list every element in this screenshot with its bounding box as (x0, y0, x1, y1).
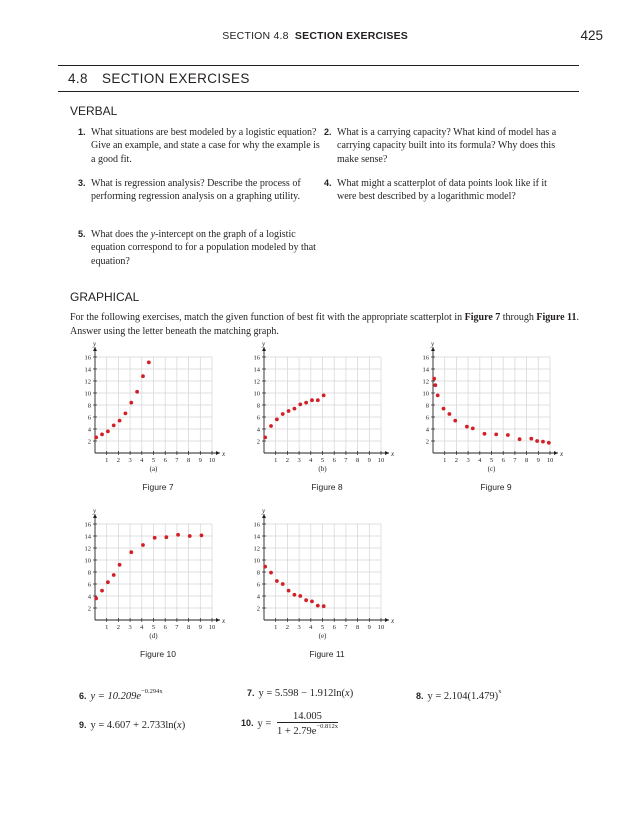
data-point (293, 593, 297, 597)
y-tick-label: 12 (253, 545, 260, 553)
data-point (432, 377, 436, 381)
function-7: 7. y = 5.598 − 1.912ln(x) (247, 688, 354, 699)
data-point (293, 407, 297, 411)
title-rule-top (58, 65, 579, 66)
section-title: 4.8 SECTION EXERCISES (68, 71, 250, 86)
data-point (298, 594, 302, 598)
x-tick-label: 5 (151, 457, 156, 464)
y-tick-label: 2 (425, 438, 429, 446)
x-tick-label: 6 (332, 624, 336, 631)
y-axis-label: y (93, 507, 97, 515)
x-tick-label: 4 (478, 457, 482, 464)
x-tick-label: 3 (297, 624, 301, 631)
y-axis-label: y (93, 340, 97, 348)
x-axis-arrow (216, 618, 220, 622)
y-tick-label: 4 (87, 426, 91, 434)
x-tick-label: 8 (186, 624, 191, 631)
question-2: 2. What is a carrying capacity? What kind of model has a carrying capacity built into its formula? Why does this make sense? (324, 127, 557, 165)
y-tick-label: 16 (84, 354, 91, 362)
data-point (118, 419, 122, 423)
x-tick-label: 8 (186, 457, 191, 464)
question-4: 4. What might a scatterplot of data points look like if it were best described by a logarithmic model? (324, 178, 547, 203)
scatterplot-b (247, 342, 407, 477)
data-point (124, 412, 128, 416)
figure-7 (78, 342, 238, 492)
data-point (447, 412, 451, 416)
y-tick-label: 16 (84, 521, 91, 529)
figure-caption: Figure 10 (140, 649, 176, 659)
data-point (506, 433, 510, 437)
data-point (147, 361, 151, 365)
graph-letter-label: (a) (149, 465, 158, 473)
grid (95, 357, 212, 453)
y-tick-label: 2 (256, 605, 260, 613)
data-point (541, 440, 545, 444)
x-tick-label: 8 (355, 457, 360, 464)
data-point (518, 437, 522, 441)
y-tick-label: 6 (425, 414, 429, 422)
data-point (118, 563, 122, 567)
y-tick-label: 4 (425, 426, 429, 434)
function-10: 10. y = $\frac{14.005}{1 + 2.79e^{-0.812x}}$ (241, 711, 338, 737)
data-point (310, 600, 314, 604)
x-axis-arrow (385, 451, 389, 455)
data-point (129, 550, 133, 554)
x-tick-label: 9 (367, 457, 371, 464)
x-tick-label: 7 (175, 457, 179, 464)
y-axis-label: y (431, 340, 435, 348)
y-tick-label: 10 (253, 557, 260, 565)
x-axis-label: x (391, 450, 395, 458)
fraction: $\frac{14.005}{1 + 2.79e^{-0.812x}}$ (276, 711, 338, 737)
data-point (471, 427, 475, 431)
x-tick-label: 6 (163, 457, 167, 464)
data-point (100, 589, 104, 593)
question-1: 1. What situations are best modeled by a logistic equation? Give an example, and state a case for why the example is a good fit. (78, 127, 320, 165)
graph-letter-label: (e) (318, 632, 327, 640)
scatterplot-d (78, 509, 238, 644)
title-rule-bottom (58, 91, 579, 92)
y-tick-label: 8 (425, 402, 429, 410)
data-point (176, 533, 180, 537)
x-tick-label: 3 (466, 457, 470, 464)
data-point (94, 597, 98, 601)
data-point (436, 394, 440, 398)
y-tick-label: 16 (422, 354, 429, 362)
x-tick-label: 6 (163, 624, 167, 631)
y-tick-label: 12 (422, 378, 429, 386)
x-tick-label: 6 (501, 457, 505, 464)
x-tick-label: 6 (332, 457, 336, 464)
figure-caption: Figure 9 (480, 482, 512, 492)
x-tick-label: 4 (309, 624, 313, 631)
data-point (322, 394, 326, 398)
x-tick-label: 5 (320, 457, 325, 464)
x-tick-label: 9 (536, 457, 540, 464)
data-point (153, 536, 157, 540)
data-point (287, 409, 291, 413)
y-tick-label: 4 (256, 426, 260, 434)
data-point (112, 424, 116, 428)
x-axis-arrow (385, 618, 389, 622)
y-tick-label: 4 (87, 593, 91, 601)
graphical-heading: GRAPHICAL (70, 290, 140, 304)
y-axis-label: y (262, 507, 266, 515)
figure-caption: Figure 8 (311, 482, 343, 492)
x-tick-label: 10 (546, 457, 554, 464)
y-tick-label: 6 (256, 414, 260, 422)
x-tick-label: 5 (320, 624, 325, 631)
y-tick-label: 16 (253, 521, 260, 529)
x-tick-label: 7 (344, 624, 348, 631)
x-tick-label: 5 (489, 457, 494, 464)
x-tick-label: 1 (274, 457, 278, 464)
x-tick-label: 1 (274, 624, 278, 631)
y-tick-label: 10 (84, 557, 91, 565)
figure-caption: Figure 11 (309, 649, 345, 659)
data-point (269, 424, 273, 428)
y-tick-label: 14 (422, 366, 429, 374)
graph-letter-label: (d) (149, 632, 158, 640)
y-tick-label: 8 (87, 402, 91, 410)
running-header-section: SECTION 4.8 SECTION EXERCISES (222, 30, 408, 42)
x-axis-arrow (554, 451, 558, 455)
data-point (483, 432, 487, 436)
data-point (281, 412, 285, 416)
y-tick-label: 12 (253, 378, 260, 386)
data-point (100, 433, 104, 437)
x-tick-label: 10 (208, 457, 216, 464)
y-tick-label: 8 (256, 402, 260, 410)
figure-11 (247, 509, 407, 659)
function-8: 8. $y = 2.104(1.479)^x$ (416, 688, 502, 702)
x-tick-label: 10 (377, 457, 385, 464)
figure-10 (78, 509, 238, 659)
x-tick-label: 2 (116, 624, 121, 631)
x-tick-label: 5 (151, 624, 156, 631)
data-point (310, 398, 314, 402)
x-tick-label: 2 (285, 624, 290, 631)
y-tick-label: 2 (87, 438, 91, 446)
scatterplot-a (78, 342, 238, 477)
data-point (275, 418, 279, 422)
data-point (304, 598, 308, 602)
data-point (263, 565, 267, 569)
page-number: 425 (580, 28, 603, 43)
data-point (263, 436, 267, 440)
x-tick-label: 1 (105, 457, 109, 464)
x-tick-label: 4 (140, 457, 144, 464)
x-tick-label: 4 (309, 457, 313, 464)
x-axis-label: x (222, 450, 226, 458)
x-tick-label: 7 (513, 457, 517, 464)
y-tick-label: 12 (84, 378, 91, 386)
y-tick-label: 4 (256, 593, 260, 601)
data-point (106, 430, 110, 434)
data-point (269, 571, 273, 575)
x-tick-label: 8 (524, 457, 529, 464)
x-tick-label: 2 (454, 457, 459, 464)
data-point (529, 437, 533, 441)
y-tick-label: 8 (256, 569, 260, 577)
data-point (106, 580, 110, 584)
x-tick-label: 9 (198, 624, 202, 631)
y-tick-label: 8 (87, 569, 91, 577)
y-tick-label: 6 (87, 414, 91, 422)
x-tick-label: 10 (377, 624, 385, 631)
data-point (322, 604, 326, 608)
graphical-instructions: For the following exercises, match the given function of best fit with the appropriate scatterplot in Figure 7 through Figure 11. Answer using the letter beneath the matching graph. (70, 312, 579, 337)
function-6: 6. $y = 10.209e^{-0.294x}$ (79, 688, 163, 702)
data-point (112, 573, 116, 577)
figure-caption: Figure 7 (142, 482, 174, 492)
x-tick-label: 3 (128, 624, 132, 631)
data-point (465, 425, 469, 429)
data-point (188, 534, 192, 538)
data-point (453, 419, 457, 423)
data-point (135, 390, 139, 394)
y-tick-label: 14 (253, 366, 260, 374)
data-point (129, 401, 133, 405)
data-point (141, 543, 145, 547)
data-point (316, 604, 320, 608)
x-axis-arrow (216, 451, 220, 455)
data-point (281, 582, 285, 586)
scatterplot-e (247, 509, 407, 644)
y-tick-label: 14 (253, 533, 260, 541)
x-tick-label: 10 (208, 624, 216, 631)
y-tick-label: 10 (84, 390, 91, 398)
x-tick-label: 1 (105, 624, 109, 631)
data-point (164, 535, 168, 539)
data-point (275, 579, 279, 583)
x-tick-label: 3 (128, 457, 132, 464)
data-point (141, 374, 145, 378)
y-tick-label: 14 (84, 533, 91, 541)
function-9: 9. y = 4.607 + 2.733ln(x) (79, 720, 186, 731)
y-tick-label: 12 (84, 545, 91, 553)
x-tick-label: 9 (198, 457, 202, 464)
grid (264, 357, 381, 453)
x-tick-label: 4 (140, 624, 144, 631)
x-axis-label: x (391, 617, 395, 625)
data-point (316, 398, 320, 402)
y-tick-label: 10 (253, 390, 260, 398)
x-tick-label: 8 (355, 624, 360, 631)
data-point (94, 436, 98, 440)
y-axis-label: y (262, 340, 266, 348)
data-point (535, 439, 539, 443)
data-point (547, 441, 551, 445)
y-tick-label: 2 (87, 605, 91, 613)
x-axis-label: x (560, 450, 564, 458)
y-tick-label: 14 (84, 366, 91, 374)
y-tick-label: 2 (256, 438, 260, 446)
question-5: 5. What does the y-intercept on the graph of a logistic equation correspond to for a population modeled by that equation? (78, 229, 316, 267)
y-tick-label: 10 (422, 390, 429, 398)
figure-9 (416, 342, 576, 492)
x-axis-label: x (222, 617, 226, 625)
figure-8 (247, 342, 407, 492)
data-point (287, 589, 291, 593)
running-header (0, 30, 630, 44)
data-point (494, 433, 498, 437)
y-tick-label: 6 (256, 581, 260, 589)
data-point (433, 383, 437, 387)
verbal-heading: VERBAL (70, 104, 118, 118)
scatterplot-c (416, 342, 576, 477)
data-point (442, 407, 446, 411)
y-tick-label: 16 (253, 354, 260, 362)
y-tick-label: 6 (87, 581, 91, 589)
x-tick-label: 7 (175, 624, 179, 631)
x-tick-label: 9 (367, 624, 371, 631)
data-point (304, 401, 308, 405)
x-tick-label: 3 (297, 457, 301, 464)
x-tick-label: 2 (116, 457, 121, 464)
data-point (298, 403, 302, 407)
question-3: 3. What is regression analysis? Describe the process of performing regression analysis on a graphing utility. (78, 178, 301, 203)
x-tick-label: 7 (344, 457, 348, 464)
x-tick-label: 1 (443, 457, 447, 464)
x-tick-label: 2 (285, 457, 290, 464)
data-point (200, 534, 204, 538)
graph-letter-label: (b) (318, 465, 327, 473)
graph-letter-label: (c) (487, 465, 496, 473)
